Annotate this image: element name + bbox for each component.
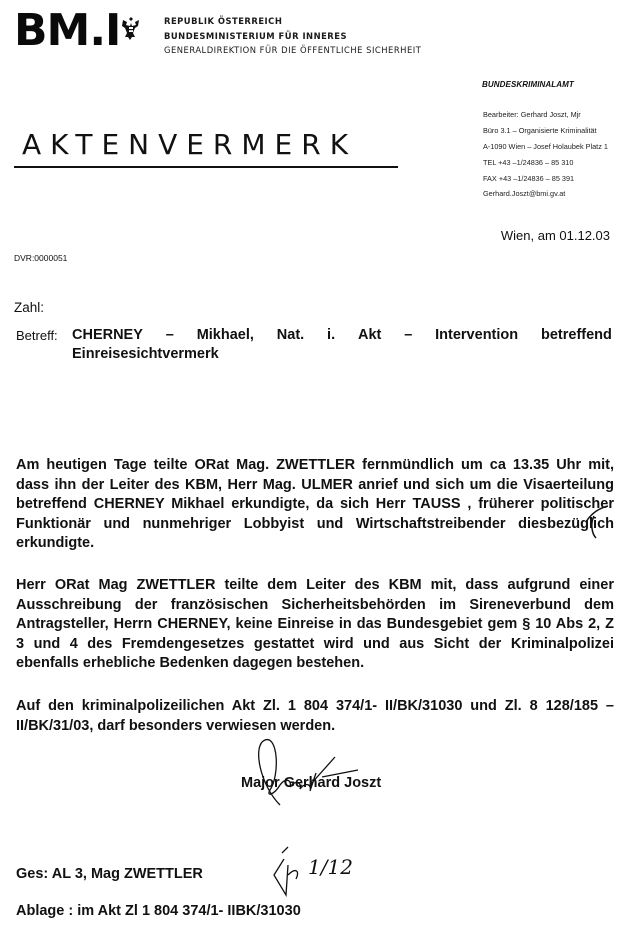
- document-date: Wien, am 01.12.03: [500, 228, 610, 243]
- distribution-note: Ges: AL 3, Mag ZWETTLER: [16, 866, 203, 882]
- betreff-word: i.: [327, 327, 336, 343]
- betreff-word: Akt: [357, 327, 382, 343]
- betreff-line-2: Einreisesichtvermerk: [72, 346, 219, 362]
- betreff-word: –: [165, 327, 174, 343]
- sender-organization: BUNDESKRIMINALAMT: [482, 80, 574, 89]
- betreff-line-1: [72, 326, 612, 345]
- betreff-word: betreffend: [540, 327, 612, 343]
- sender-phone: TEL +43 –1/24836 – 85 310: [483, 158, 574, 167]
- sender-office: Büro 3.1 – Organisierte Kriminalität: [483, 126, 597, 135]
- handwritten-correction-mark: [582, 504, 612, 540]
- document-title: AKTENVERMERK: [22, 128, 358, 161]
- austrian-eagle-icon: [120, 14, 142, 42]
- handwritten-date-note: 1/12: [308, 855, 353, 879]
- body-paragraph-2: Herr ORat Mag ZWETTLER teilte dem Leiter des KBM mit, dass aufgrund einer Ausschreibung der französischen Sicherheitsbehörden im Sireneverbund dem Antragsteller, Herrn CHERNEY, keine Einreise in das Bundesgebiet gem § 10 Abs 2, Z 3 und 4 des Fremdengesetzes gestattet wird und aus Sicht der Kriminalpolizei ebenfalls erhebliche Bedenken dagegen bestehen.: [16, 577, 614, 671]
- title-underline: [14, 166, 398, 168]
- letterhead-ministry: BUNDESMINISTERIUM FÜR INNERES: [164, 31, 347, 41]
- letterhead-directorate: GENERALDIREKTION FÜR DIE ÖFFENTLICHE SICHERHEIT: [164, 45, 422, 55]
- betreff-word: Intervention: [435, 327, 519, 343]
- betreff-word: Nat.: [276, 327, 305, 343]
- betreff-word: –: [404, 327, 413, 343]
- dvr-number: DVR:0000051: [14, 253, 68, 263]
- betreff-label: Betreff:: [16, 328, 58, 343]
- sender-email: Gerhard.Joszt@bmi.gv.at: [483, 189, 566, 198]
- zahl-label: Zahl:: [14, 300, 45, 315]
- betreff-word: CHERNEY: [72, 327, 143, 343]
- letterhead-republic: REPUBLIK ÖSTERREICH: [164, 16, 283, 26]
- sender-address: A-1090 Wien – Josef Holaubek Platz 1: [483, 142, 608, 151]
- body-paragraph-3: Auf den kriminalpolizeilichen Akt Zl. 1 804 374/1- II/BK/31030 und Zl. 8 128/185 – II/BK/31/03, darf besonders verwiesen werden.: [16, 698, 614, 734]
- sender-clerk: Bearbeiter: Gerhard Joszt, Mjr: [483, 110, 581, 119]
- signer-name: Major Gerhard Joszt: [241, 775, 382, 791]
- filing-note: Ablage : im Akt Zl 1 804 374/1- IIBK/31030: [16, 903, 301, 919]
- sender-fax: FAX +43 –1/24836 – 85 391: [483, 174, 575, 183]
- body-paragraph-1: Am heutigen Tage teilte ORat Mag. ZWETTLER fernmündlich um ca 13.35 Uhr mit, dass ihn der Leiter des KBM, Herr Mag. ULMER anrief und sich um die Visaerteilung betreffend CHERNEY Mikhael erkundigte, da sich Herr TAUSS , früherer politischer Funktionär und nunmehriger Lobbyist und Wirtschaftstreibender diesbezüglich erkundigte.: [16, 457, 614, 551]
- betreff-subject: [72, 326, 612, 364]
- betreff-word: Mikhael,: [196, 327, 254, 343]
- bmi-logo: BM.I: [14, 5, 121, 56]
